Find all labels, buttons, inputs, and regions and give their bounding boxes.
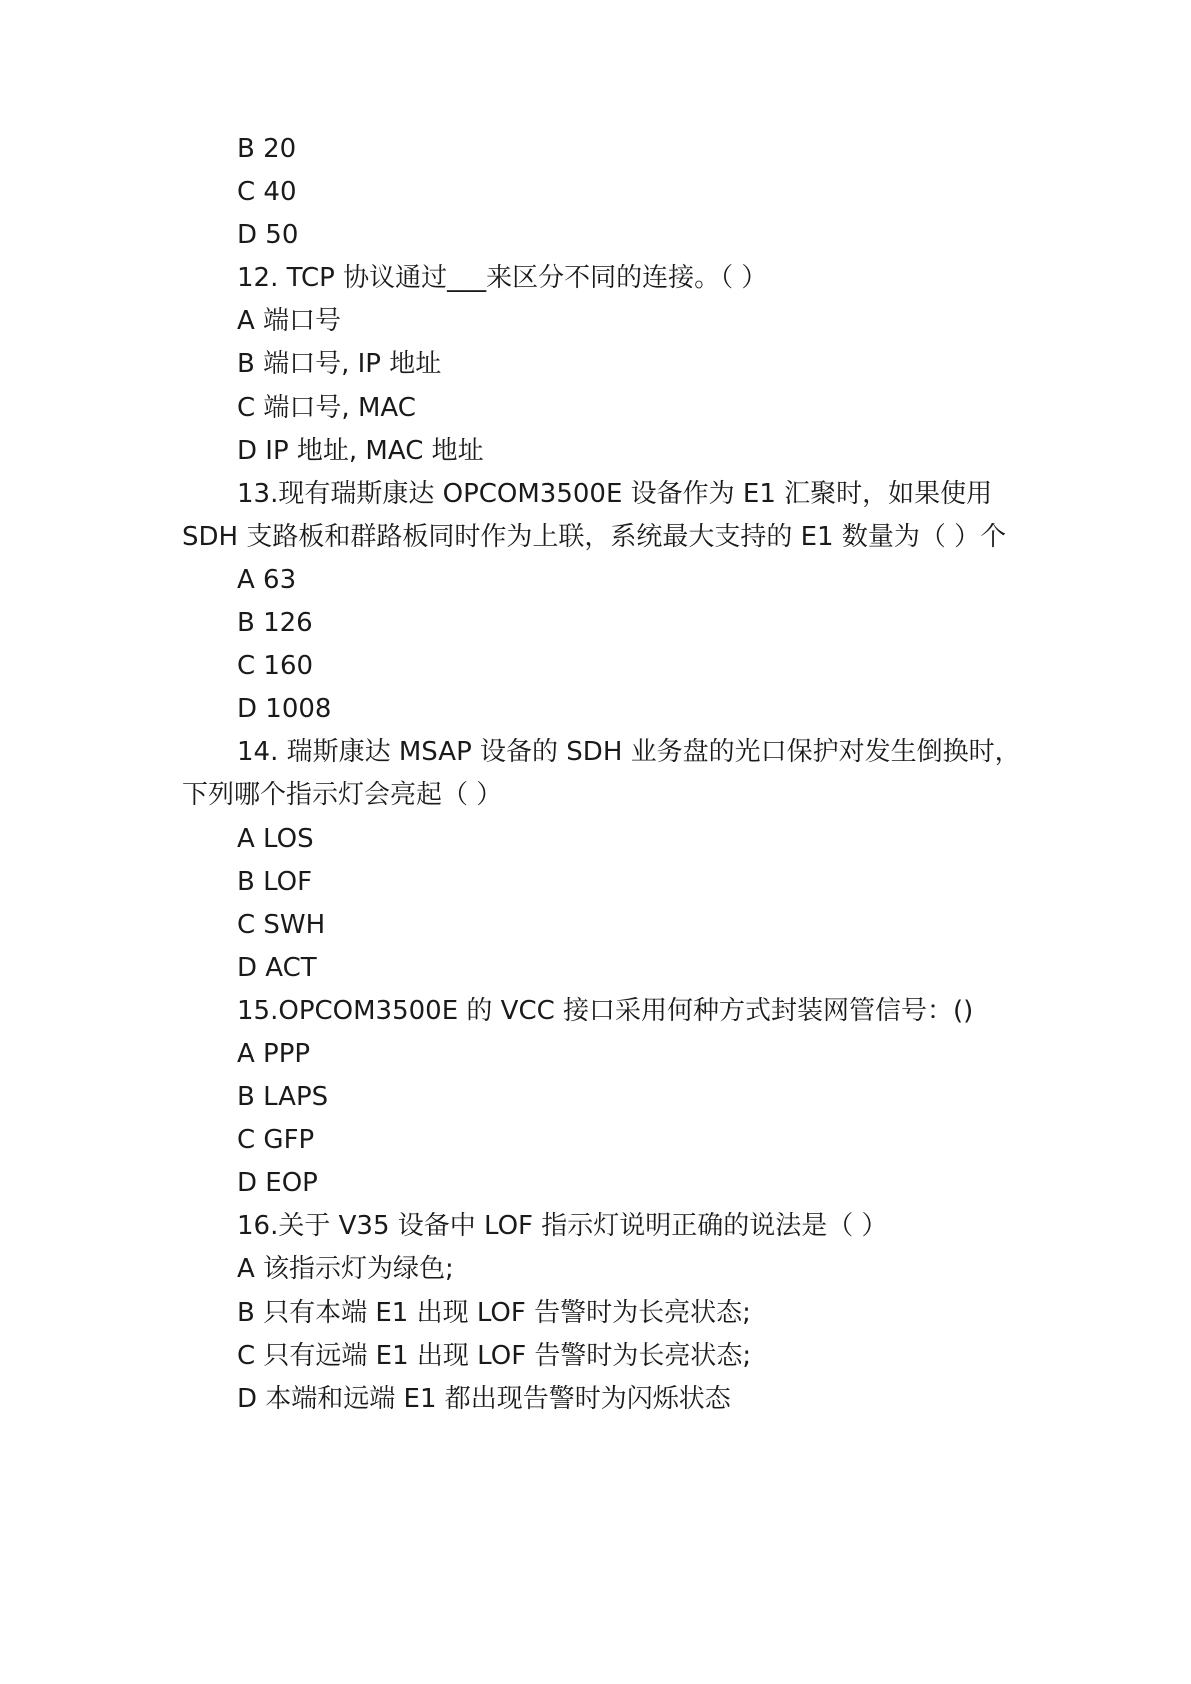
text-line: 14. 瑞斯康达 MSAP 设备的 SDH 业务盘的光口保护对发生倒换时，	[237, 737, 1021, 768]
text-line: B 126	[237, 608, 313, 639]
text-line: 下列哪个指示灯会亮起（ ）	[182, 780, 503, 811]
text-line: C SWH	[237, 909, 326, 940]
text-line: C GFP	[237, 1125, 315, 1156]
text-line: A 63	[237, 564, 297, 595]
document-body	[0, 128, 1191, 1421]
text-line: C 40	[237, 177, 297, 208]
text-line: D 1008	[237, 694, 332, 725]
text-line: C 端口号, MAC	[237, 392, 416, 423]
text-line: A 端口号	[237, 306, 342, 337]
text-line: D ACT	[237, 952, 317, 983]
text-line: A PPP	[237, 1038, 311, 1069]
text-line: C 160	[237, 651, 314, 682]
text-line: A LOS	[237, 823, 314, 854]
text-line: B 只有本端 E1 出现 LOF 告警时为长亮状态;	[237, 1297, 751, 1328]
text-line: 16.关于 V35 设备中 LOF 指示灯说明正确的说法是（ ）	[237, 1211, 888, 1242]
text-line: 13.现有瑞斯康达 OPCOM3500E 设备作为 E1 汇聚时，如果使用	[237, 478, 993, 509]
text-line: 12. TCP 协议通过___来区分不同的连接。（ ）	[237, 263, 768, 294]
text-line: D 50	[237, 220, 299, 251]
text-line: B LAPS	[237, 1082, 329, 1113]
text-line: B 端口号, IP 地址	[237, 349, 442, 380]
text-line: SDH 支路板和群路板同时作为上联，系统最大支持的 E1 数量为（ ）个	[182, 521, 1007, 552]
text-line: C 只有远端 E1 出现 LOF 告警时为长亮状态;	[237, 1340, 752, 1371]
text-line: D EOP	[237, 1168, 318, 1199]
text-line: D 本端和远端 E1 都出现告警时为闪烁状态	[237, 1383, 731, 1414]
text-line: A 该指示灯为绿色;	[237, 1254, 454, 1285]
text-line: B 20	[237, 134, 297, 164]
text-line: B LOF	[237, 866, 313, 897]
text-line: 15.OPCOM3500E 的 VCC 接口采用何种方式封装网管信号：()	[237, 995, 974, 1026]
text-line: D IP 地址, MAC 地址	[237, 435, 484, 466]
